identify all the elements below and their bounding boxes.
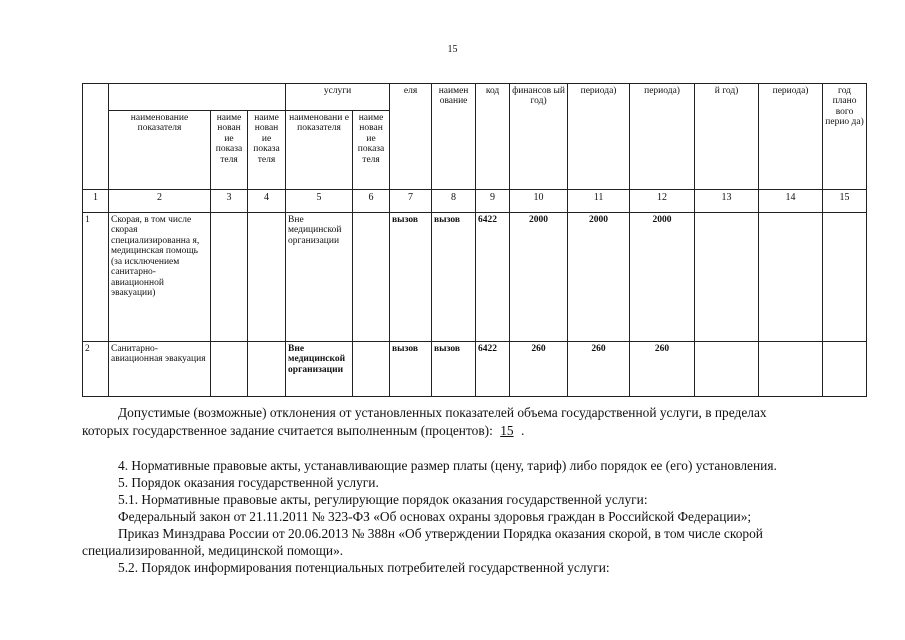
col-number: 5 <box>286 190 353 213</box>
row-c12: 2000 <box>630 213 695 342</box>
deviation-line-1: Допустимые (возможные) отклонения от установленных показателей объема государственной услуги, в пределах <box>118 405 767 420</box>
header-c12: периода) <box>630 84 695 190</box>
col-number: 8 <box>432 190 476 213</box>
deviation-value: 15 <box>500 423 514 438</box>
header-c10: финансов ый год) <box>510 84 568 190</box>
header-cell-blank-2 <box>109 84 286 111</box>
table-row <box>83 213 867 342</box>
state-service-volume-table <box>82 83 867 397</box>
table-row <box>83 342 867 397</box>
col-number: 13 <box>695 190 759 213</box>
deviation-text: которых государственное задание считается выполненным (процентов): <box>82 423 493 438</box>
col-number: 7 <box>390 190 432 213</box>
subheader-c5: наименовани е показателя <box>286 111 353 190</box>
col-number: 3 <box>211 190 248 213</box>
header-c8: наимен ование <box>432 84 476 190</box>
row-c11: 260 <box>568 342 630 397</box>
header-c14: периода) <box>759 84 823 190</box>
row-c7: вызов <box>390 213 432 342</box>
paragraph-5-1: 5.1. Нормативные правовые акты, регулирующие порядок оказания государственной услуги: <box>118 492 648 507</box>
col-number: 6 <box>353 190 390 213</box>
row-c13 <box>695 213 759 342</box>
table-header-row <box>83 84 867 111</box>
header-cell-blank <box>83 84 109 190</box>
order-line-2: специализированной, медицинской помощи». <box>82 543 344 558</box>
col-number: 1 <box>83 190 109 213</box>
subheader-c2: наименование показателя <box>109 111 211 190</box>
col-number: 14 <box>759 190 823 213</box>
row-c14 <box>759 342 823 397</box>
col-number: 9 <box>476 190 510 213</box>
subheader-c6: наиме нован ие показа теля <box>353 111 390 190</box>
row-c10: 260 <box>510 342 568 397</box>
deviation-line-2 <box>82 422 524 439</box>
row-c4 <box>248 342 286 397</box>
row-c11: 2000 <box>568 213 630 342</box>
col-number: 15 <box>823 190 867 213</box>
row-c8: вызов <box>432 213 476 342</box>
header-c7: еля <box>390 84 432 190</box>
subheader-c4: наиме нован ие показа теля <box>248 111 286 190</box>
col-number: 12 <box>630 190 695 213</box>
row-c9: 6422 <box>476 213 510 342</box>
col-number: 10 <box>510 190 568 213</box>
row-c5: Вне медицинской организации <box>286 342 353 397</box>
row-c10: 2000 <box>510 213 568 342</box>
header-c9: код <box>476 84 510 190</box>
order-line-1: Приказ Минздрава России от 20.06.2013 № 388н «Об утверждении Порядка оказания скорой, в том числе скорой <box>118 526 763 541</box>
row-c6 <box>353 342 390 397</box>
paragraph-4: 4. Нормативные правовые акты, устанавливающие размер платы (цену, тариф) либо порядок ее (его) установления. <box>118 458 777 473</box>
paragraph-5-2: 5.2. Порядок информирования потенциальных потребителей государственной услуги: <box>118 560 610 575</box>
row-c12: 260 <box>630 342 695 397</box>
header-c15: год плано вого перио да) <box>823 84 867 190</box>
row-name: Скорая, в том числе скорая специализированна я, медицинская помощь (за исключением санитарно-авиационной эвакуации) <box>109 213 211 342</box>
row-number: 2 <box>83 342 109 397</box>
row-c15 <box>823 213 867 342</box>
paragraph-5: 5. Порядок оказания государственной услуги. <box>118 475 379 490</box>
col-number: 11 <box>568 190 630 213</box>
row-c13 <box>695 342 759 397</box>
row-name: Санитарно-авиационная эвакуация <box>109 342 211 397</box>
row-c3 <box>211 213 248 342</box>
row-c4 <box>248 213 286 342</box>
header-usluga: услуги <box>286 84 390 111</box>
row-c5: Вне медицинской организации <box>286 213 353 342</box>
header-c13: й год) <box>695 84 759 190</box>
col-number: 4 <box>248 190 286 213</box>
col-number: 2 <box>109 190 211 213</box>
deviation-end: . <box>520 423 525 438</box>
row-c8: вызов <box>432 342 476 397</box>
column-number-row <box>83 190 867 213</box>
row-c3 <box>211 342 248 397</box>
row-c6 <box>353 213 390 342</box>
row-c7: вызов <box>390 342 432 397</box>
row-number: 1 <box>83 213 109 342</box>
header-c11: периода) <box>568 84 630 190</box>
federal-law-line: Федеральный закон от 21.11.2011 № 323-ФЗ «Об основах охраны здоровья граждан в Российской Федерации»; <box>118 509 752 524</box>
subheader-c3: наиме нован ие показа теля <box>211 111 248 190</box>
row-c9: 6422 <box>476 342 510 397</box>
row-c15 <box>823 342 867 397</box>
page-number: 15 <box>447 44 458 55</box>
row-c14 <box>759 213 823 342</box>
